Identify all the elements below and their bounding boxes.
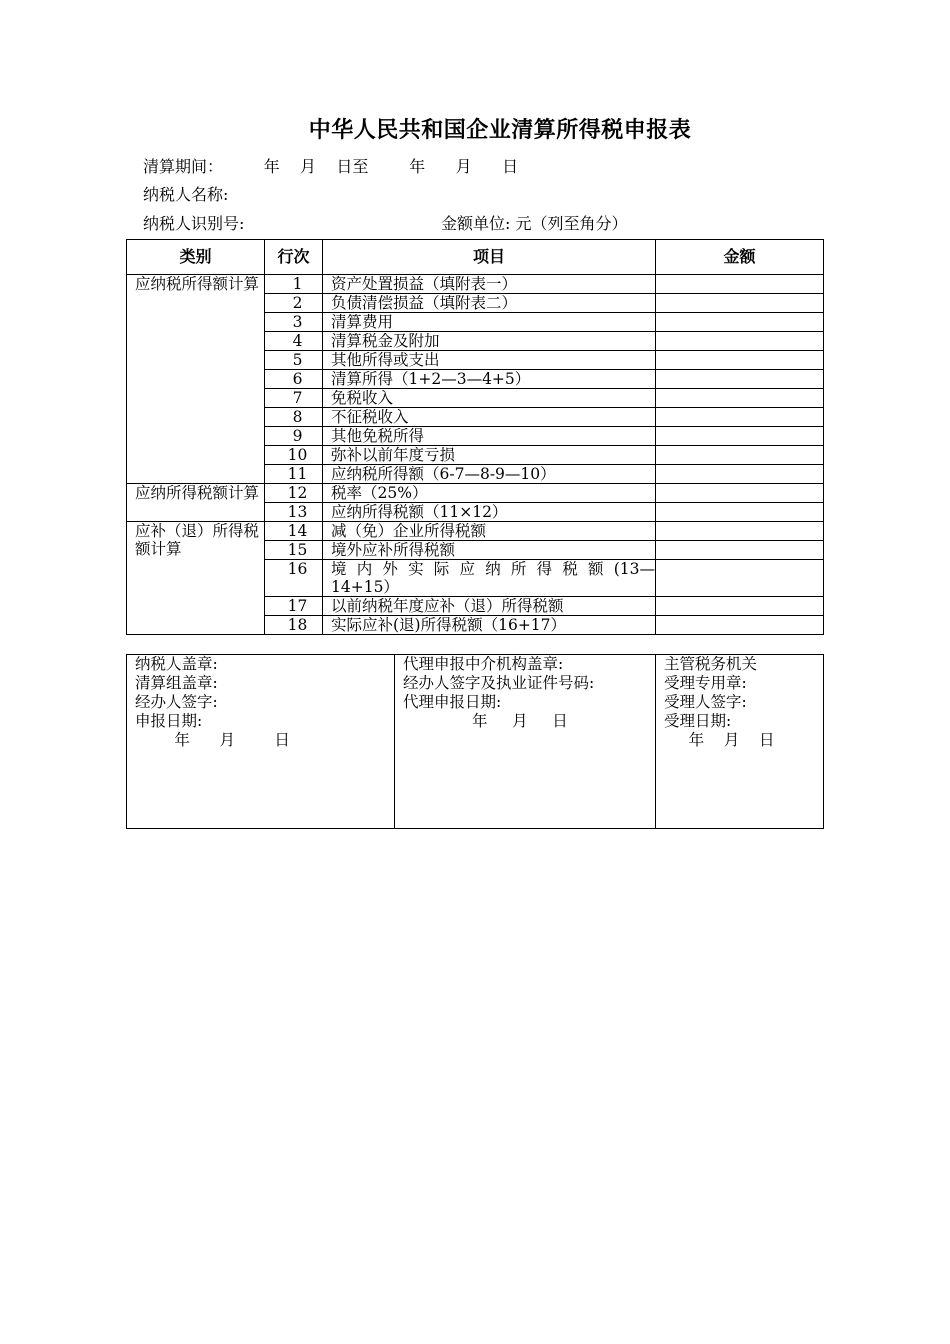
line-number: 8 <box>265 408 323 427</box>
amount-cell[interactable] <box>656 370 824 389</box>
amount-cell[interactable] <box>656 465 824 484</box>
amount-cell[interactable] <box>656 484 824 503</box>
amount-cell[interactable] <box>656 351 824 370</box>
item-label: 境外应补所得税额 <box>323 541 656 560</box>
line-number: 5 <box>265 351 323 370</box>
amount-cell[interactable] <box>656 503 824 522</box>
table-row <box>127 522 824 541</box>
acceptance-seal-label: 受理专用章: <box>664 674 747 692</box>
amount-cell[interactable] <box>656 408 824 427</box>
item-label: 清算所得（1+2—3—4+5） <box>323 370 656 389</box>
line-number: 10 <box>265 446 323 465</box>
item-label: 减（免）企业所得税额 <box>323 522 656 541</box>
header-amount: 金额 <box>656 240 824 275</box>
agent-handler-label: 经办人签字及执业证件号码: <box>403 674 595 692</box>
item-label: 免税收入 <box>323 389 656 408</box>
agent-date-label: 代理申报日期: <box>403 693 502 711</box>
line-number: 2 <box>265 294 323 313</box>
item-label: 以前纳税年度应补（退）所得税额 <box>323 597 656 616</box>
line-number: 7 <box>265 389 323 408</box>
acceptor-signature-label: 受理人签字: <box>664 693 747 711</box>
acceptance-date-label: 受理日期: <box>664 712 732 730</box>
header-category: 类别 <box>127 240 265 275</box>
declaration-date-label: 申报日期: <box>135 712 203 730</box>
item-label: 资产处置损益（填附表一） <box>323 275 656 294</box>
amount-cell[interactable] <box>656 427 824 446</box>
tax-authority-label: 主管税务机关 <box>664 655 758 673</box>
item-label: 不征税收入 <box>323 408 656 427</box>
form-title: 中华人民共和国企业清算所得税申报表 <box>308 118 692 143</box>
taxpayer-name-label: 纳税人名称: <box>143 185 229 204</box>
amount-cell[interactable] <box>656 522 824 541</box>
item-label: 应纳所得税额（11×12） <box>323 503 656 522</box>
line-number: 1 <box>265 275 323 294</box>
line-number: 3 <box>265 313 323 332</box>
header-item: 项目 <box>323 240 656 275</box>
item-label: 清算税金及附加 <box>323 332 656 351</box>
amount-cell[interactable] <box>656 541 824 560</box>
line-number: 6 <box>265 370 323 389</box>
table-row <box>127 275 824 294</box>
item-label: 弥补以前年度亏损 <box>323 446 656 465</box>
amount-cell[interactable] <box>656 446 824 465</box>
item-label: 其他所得或支出 <box>323 351 656 370</box>
header-line-number: 行次 <box>265 240 323 275</box>
item-label: 境 内 外 实 际 应 纳 所 得 税 额 (13—14+15） <box>323 560 656 597</box>
amount-cell[interactable] <box>656 616 824 635</box>
liquidation-period: 清算期间： 年 月 日至 年 月 日 <box>143 157 519 176</box>
agent-date-blank: 年 月 日 <box>403 712 568 730</box>
item-label: 其他免税所得 <box>323 427 656 446</box>
amount-cell[interactable] <box>656 389 824 408</box>
table-row <box>127 484 824 503</box>
line-number: 16 <box>265 560 323 597</box>
acceptance-date-blank: 年 月 日 <box>664 731 775 749</box>
item-label: 应纳税所得额（6-7—8-9—10） <box>323 465 656 484</box>
signature-section <box>126 654 824 829</box>
line-number: 12 <box>265 484 323 503</box>
agent-seal-label: 代理申报中介机构盖章: <box>403 655 564 673</box>
line-number: 17 <box>265 597 323 616</box>
declaration-date-blank: 年 月 日 <box>135 731 290 749</box>
line-number: 18 <box>265 616 323 635</box>
taxpayer-signature-cell <box>127 655 395 829</box>
table-header-row <box>127 240 824 275</box>
agent-signature-cell <box>395 655 656 829</box>
amount-cell[interactable] <box>656 560 824 597</box>
line-number: 9 <box>265 427 323 446</box>
item-label: 清算费用 <box>323 313 656 332</box>
amount-cell[interactable] <box>656 294 824 313</box>
amount-unit-label: 金额单位: 元（列至角分） <box>441 214 628 233</box>
line-number: 11 <box>265 465 323 484</box>
line-number: 13 <box>265 503 323 522</box>
taxpayer-seal-label: 纳税人盖章: <box>135 655 218 673</box>
category-tax-refund: 应补（退）所得税额计算 <box>127 522 265 635</box>
declaration-table <box>126 239 824 635</box>
amount-cell[interactable] <box>656 597 824 616</box>
line-number: 14 <box>265 522 323 541</box>
amount-cell[interactable] <box>656 332 824 351</box>
category-taxable-income: 应纳税所得额计算 <box>127 275 265 484</box>
handler-signature-label: 经办人签字: <box>135 693 218 711</box>
item-label: 实际应补(退)所得税额（16+17） <box>323 616 656 635</box>
liquidation-team-seal-label: 清算组盖章: <box>135 674 218 692</box>
amount-cell[interactable] <box>656 275 824 294</box>
tax-authority-cell <box>656 655 824 829</box>
item-label: 负债清偿损益（填附表二） <box>323 294 656 313</box>
amount-cell[interactable] <box>656 313 824 332</box>
item-label: 税率（25%） <box>323 484 656 503</box>
taxpayer-id-label: 纳税人识别号: <box>143 214 245 233</box>
line-number: 15 <box>265 541 323 560</box>
line-number: 4 <box>265 332 323 351</box>
category-tax-payable: 应纳所得税额计算 <box>127 484 265 522</box>
